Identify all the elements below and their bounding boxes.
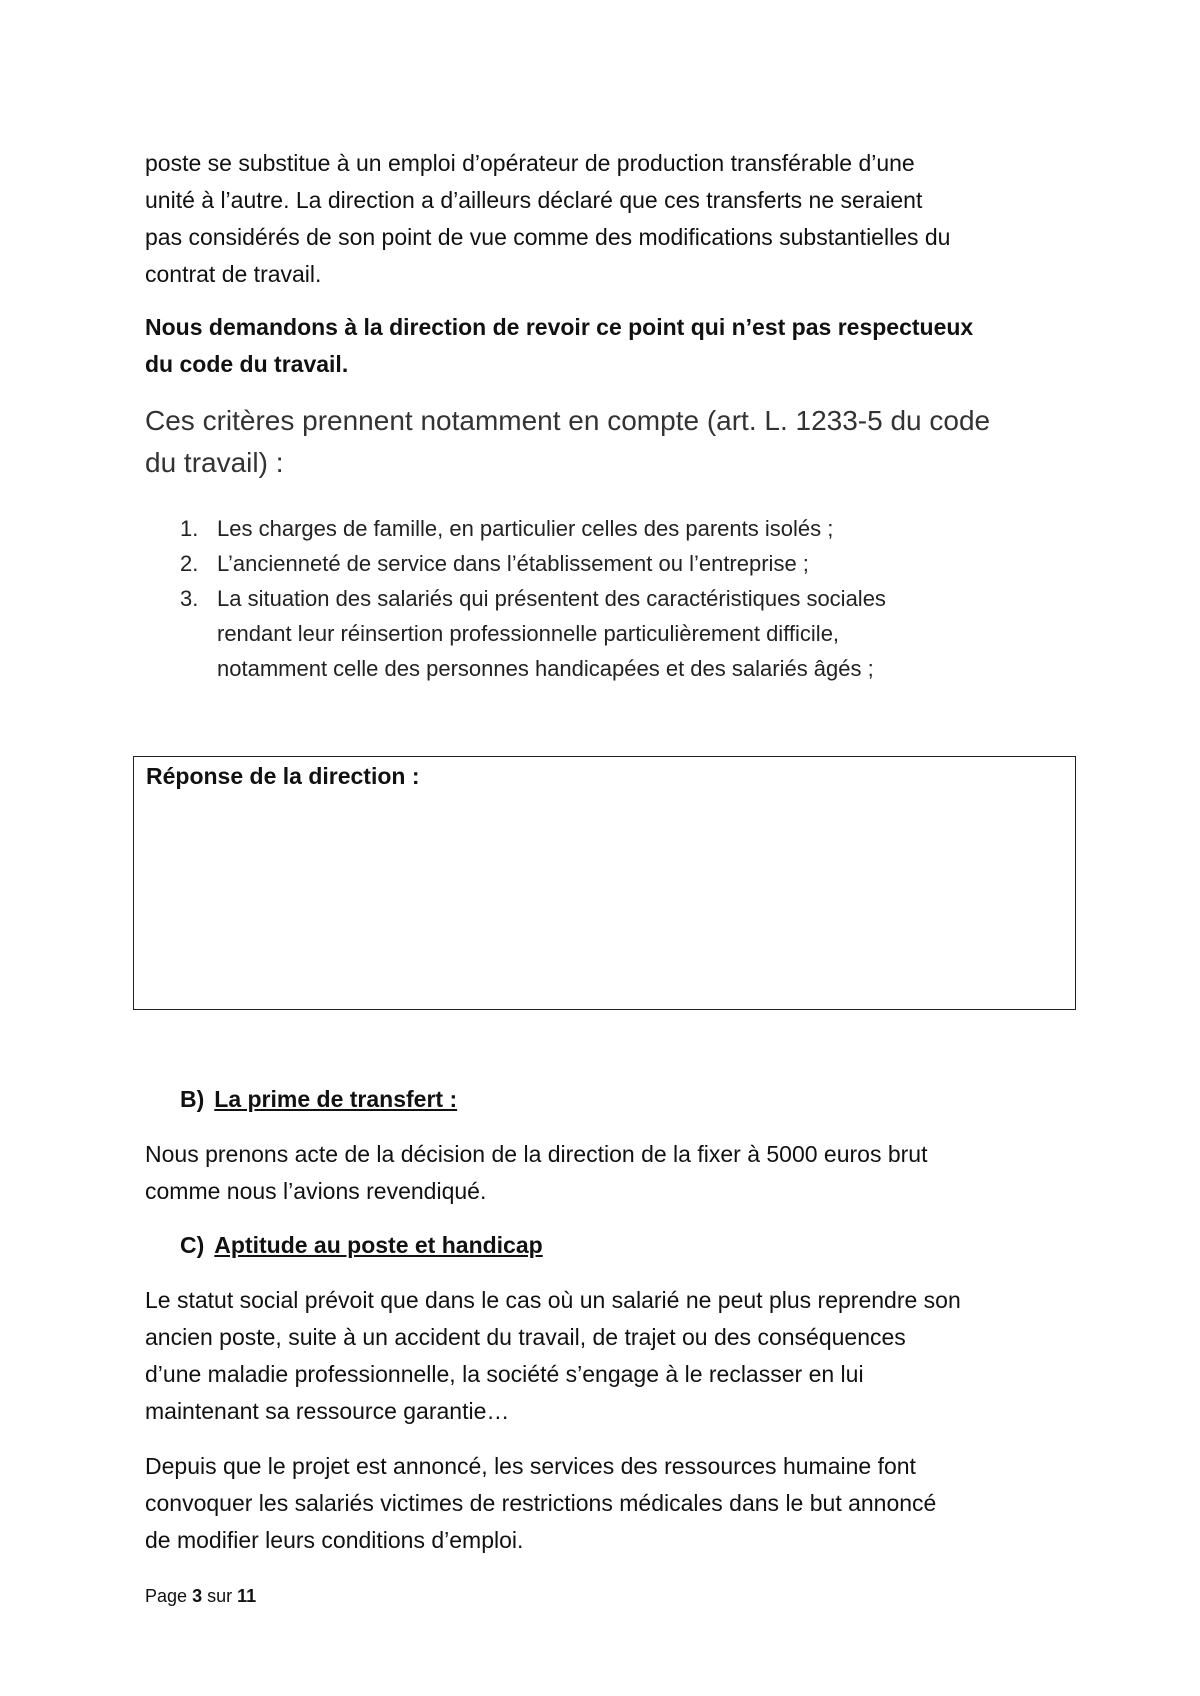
section-c-line: ancien poste, suite à un accident du travail, de trajet ou des conséquences [145, 1324, 906, 1350]
section-title: La prime de transfert : [214, 1086, 458, 1112]
section-c-line: convoquer les salariés victimes de restrictions médicales dans le but annoncé [145, 1490, 937, 1516]
section-b-line: comme nous l’avions revendiqué. [145, 1178, 487, 1204]
list-number: 3. [180, 586, 199, 611]
section-letter: C) [180, 1232, 205, 1258]
list-item: rendant leur réinsertion professionnelle particulièrement difficile, [217, 621, 840, 646]
intro-line: poste se substitue à un emploi d’opérateur de production transférable d’une [145, 150, 915, 176]
section-c-line: d’une maladie professionnelle, la société s’engage à le reclasser en lui [145, 1361, 864, 1387]
list-item: L’ancienneté de service dans l’établissement ou l’entreprise ; [217, 551, 809, 576]
list-item: La situation des salariés qui présentent des caractéristiques sociales [217, 586, 886, 611]
section-b-line: Nous prenons acte de la décision de la direction de la fixer à 5000 euros brut [145, 1141, 928, 1167]
criteria-heading: Ces critères prennent notamment en compte (art. L. 1233-5 du code [145, 405, 991, 436]
section-title: Aptitude au poste et handicap [214, 1232, 543, 1258]
list-item: Les charges de famille, en particulier celles des parents isolés ; [217, 516, 834, 541]
page-label: Page [145, 1586, 188, 1606]
section-letter: B) [180, 1086, 205, 1112]
page-number: 3 [192, 1586, 203, 1606]
section-c-line: maintenant sa ressource garantie… [145, 1398, 510, 1424]
page-footer [145, 1586, 256, 1607]
section-b-heading [180, 1086, 457, 1113]
criteria-heading: du travail) : [145, 447, 284, 478]
demand-line: du code du travail. [145, 351, 349, 377]
section-c-line: Depuis que le projet est annoncé, les services des ressources humaine font [145, 1453, 916, 1479]
page-of: sur [207, 1586, 233, 1606]
intro-line: unité à l’autre. La direction a d’ailleurs déclaré que ces transferts ne seraient [145, 187, 923, 213]
demand-line: Nous demandons à la direction de revoir ce point qui n’est pas respectueux [145, 314, 974, 340]
response-box [133, 756, 1076, 1010]
section-c-heading [180, 1232, 543, 1259]
intro-line: contrat de travail. [145, 261, 322, 287]
list-number: 2. [180, 551, 199, 576]
intro-line: pas considérés de son point de vue comme des modifications substantielles du [145, 224, 951, 250]
page-total: 11 [237, 1586, 257, 1606]
response-box-title: Réponse de la direction : [146, 763, 420, 789]
section-c-line: Le statut social prévoit que dans le cas où un salarié ne peut plus reprendre son [145, 1287, 961, 1313]
list-item: notamment celle des personnes handicapées et des salariés âgés ; [217, 656, 874, 681]
list-number: 1. [180, 516, 199, 541]
section-c-line: de modifier leurs conditions d’emploi. [145, 1527, 524, 1553]
